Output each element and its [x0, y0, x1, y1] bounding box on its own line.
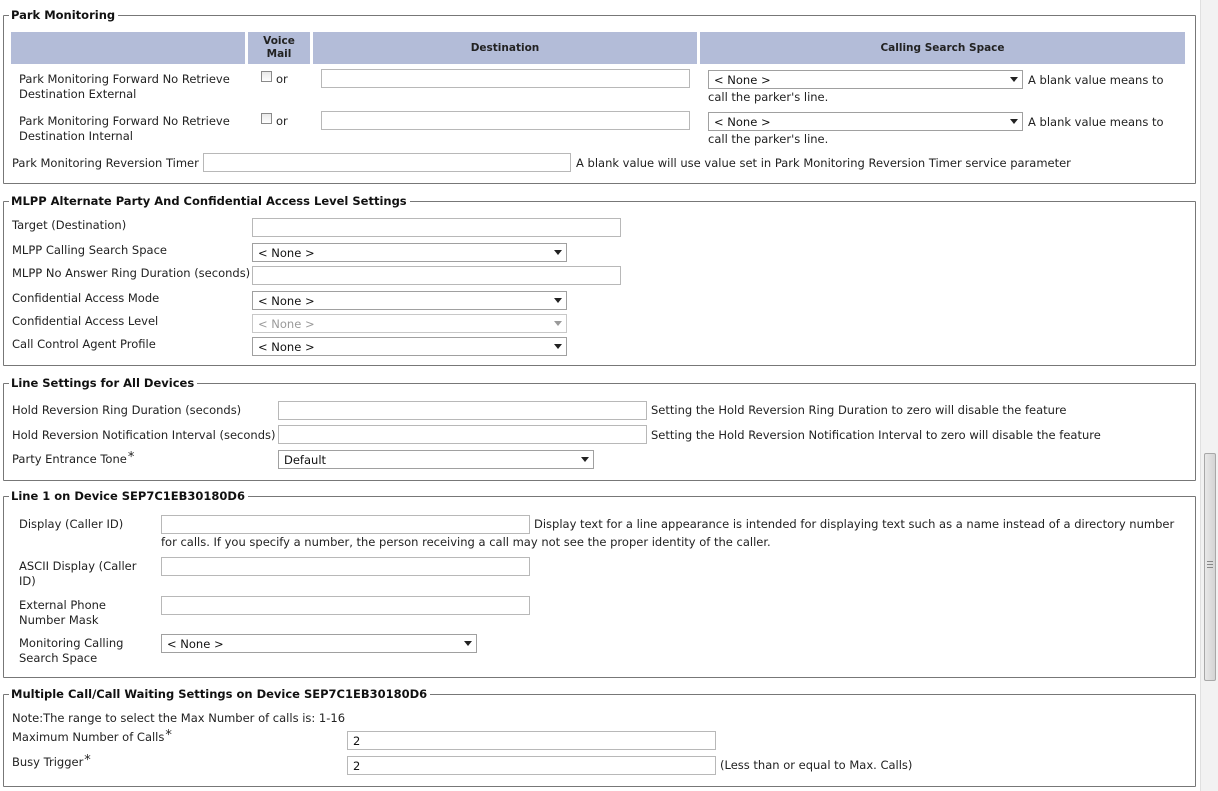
header-voice-mail: Voice Mail — [248, 32, 310, 64]
hold-reversion-ring-label: Hold Reversion Ring Duration (seconds) — [12, 403, 242, 417]
ascii-display-label-1: ASCII Display (Caller — [19, 559, 137, 573]
hold-reversion-ring-input[interactable] — [278, 401, 647, 420]
call-control-agent-profile-label: Call Control Agent Profile — [12, 337, 156, 351]
required-mark: * — [84, 753, 91, 768]
mlpp-css-value: < None > — [258, 246, 315, 260]
park-fwd-internal-destination-input[interactable] — [321, 111, 690, 130]
mlpp-legend: MLPP Alternate Party And Confidential Access Level Settings — [9, 194, 410, 208]
park-fwd-internal-or: or — [276, 114, 288, 128]
hold-reversion-notification-label: Hold Reversion Notification Interval (seconds) — [12, 428, 276, 442]
park-reversion-timer-note: A blank value will use value set in Park Monitoring Reversion Timer service parameter — [576, 156, 1071, 170]
hold-reversion-notification-note: Setting the Hold Reversion Notification Interval to zero will disable the feature — [651, 428, 1101, 442]
monitoring-css-value: < None > — [167, 637, 224, 651]
park-reversion-timer-input[interactable] — [203, 153, 571, 172]
park-fwd-internal-voicemail-checkbox[interactable] — [261, 113, 272, 124]
vertical-scrollbar[interactable] — [1200, 0, 1218, 791]
grip-line — [1207, 561, 1213, 562]
hold-reversion-notification-input[interactable] — [278, 425, 647, 444]
hold-reversion-ring-note: Setting the Hold Reversion Ring Duration to zero will disable the feature — [651, 403, 1067, 417]
display-caller-id-label: Display (Caller ID) — [19, 517, 124, 531]
mlpp-css-label: MLPP Calling Search Space — [12, 243, 167, 257]
park-fwd-external-note: A blank value means to call the parker's line. — [708, 73, 1164, 104]
scrollbar-thumb[interactable] — [1204, 453, 1216, 681]
party-entrance-tone-select[interactable] — [278, 450, 594, 469]
mlpp-ring-duration-label: MLPP No Answer Ring Duration (seconds) — [12, 266, 251, 280]
park-fwd-internal-note: A blank value means to call the parker's line. — [708, 115, 1164, 146]
mlpp-css-select[interactable] — [252, 243, 567, 262]
external-mask-input[interactable] — [161, 596, 530, 615]
park-fwd-external-voicemail-checkbox[interactable] — [261, 71, 272, 82]
multiple-call-legend: Multiple Call/Call Waiting Settings on Device SEP7C1EB30180D6 — [9, 687, 430, 701]
display-caller-id-note-1: Display text for a line appearance is intended for displaying text such as a name instead of a directory number — [534, 517, 1175, 531]
required-mark: * — [165, 728, 172, 743]
display-caller-id-input[interactable] — [161, 515, 530, 534]
max-calls-input[interactable]: 2 — [347, 731, 716, 750]
external-mask-label-1: External Phone — [19, 598, 106, 612]
party-entrance-tone-text: Party Entrance Tone — [12, 452, 127, 466]
call-control-agent-profile-value: < None > — [258, 340, 315, 354]
grip-line — [1207, 567, 1213, 568]
park-reversion-timer-label: Park Monitoring Reversion Timer — [12, 156, 199, 170]
confidential-access-mode-label: Confidential Access Mode — [12, 291, 160, 305]
confidential-access-level-select — [252, 314, 567, 333]
park-fwd-external-destination-input[interactable] — [321, 69, 690, 88]
busy-trigger-text: Busy Trigger — [12, 755, 84, 769]
mlpp-target-input[interactable] — [252, 218, 621, 237]
busy-trigger-label — [12, 755, 91, 770]
chevron-down-icon — [554, 344, 562, 349]
max-calls-label — [12, 730, 172, 745]
mlpp-target-label: Target (Destination) — [12, 218, 127, 232]
park-fwd-internal-css-value: < None > — [714, 115, 771, 129]
call-control-agent-profile-select[interactable] — [252, 337, 567, 356]
busy-trigger-note: (Less than or equal to Max. Calls) — [720, 758, 913, 772]
chevron-down-icon — [554, 298, 562, 303]
party-entrance-tone-label — [12, 452, 134, 467]
park-fwd-internal-label: Park Monitoring Forward No Retrieve Destination Internal — [19, 114, 230, 143]
monitoring-css-label-1: Monitoring Calling — [19, 636, 124, 650]
monitoring-css-select[interactable] — [161, 634, 477, 653]
party-entrance-tone-value: Default — [284, 453, 327, 467]
monitoring-css-label-2: Search Space — [19, 651, 98, 665]
external-mask-label-2: Number Mask — [19, 613, 99, 627]
confidential-access-mode-select[interactable] — [252, 291, 567, 310]
chevron-down-icon — [464, 641, 472, 646]
display-caller-id-note-2: for calls. If you specify a number, the person receiving a call may not see the proper identity of the caller. — [161, 535, 771, 549]
max-calls-text: Maximum Number of Calls — [12, 730, 165, 744]
mlpp-ring-duration-input[interactable] — [252, 266, 621, 285]
line-settings-legend: Line Settings for All Devices — [9, 376, 197, 390]
park-monitoring-legend: Park Monitoring — [9, 8, 118, 22]
ascii-display-input[interactable] — [161, 557, 530, 576]
header-calling-search-space: Calling Search Space — [700, 32, 1185, 64]
park-fwd-external-css-value: < None > — [714, 73, 771, 87]
chevron-down-icon — [554, 250, 562, 255]
ascii-display-label-2: ID) — [19, 574, 36, 588]
confidential-access-level-label: Confidential Access Level — [12, 314, 159, 328]
confidential-access-mode-value: < None > — [258, 294, 315, 308]
grip-line — [1207, 564, 1213, 565]
park-fwd-external-label: Park Monitoring Forward No Retrieve Destination External — [19, 72, 230, 101]
confidential-access-level-value: < None > — [258, 317, 315, 331]
chevron-down-icon — [554, 321, 562, 326]
header-blank — [11, 32, 245, 64]
header-destination: Destination — [313, 32, 697, 64]
line1-device-legend: Line 1 on Device SEP7C1EB30180D6 — [9, 489, 248, 503]
required-mark: * — [127, 450, 135, 465]
max-calls-note: Note:The range to select the Max Number of calls is: 1-16 — [12, 711, 346, 725]
busy-trigger-input[interactable]: 2 — [347, 756, 716, 775]
park-fwd-external-or: or — [276, 72, 288, 86]
chevron-down-icon — [581, 457, 589, 462]
